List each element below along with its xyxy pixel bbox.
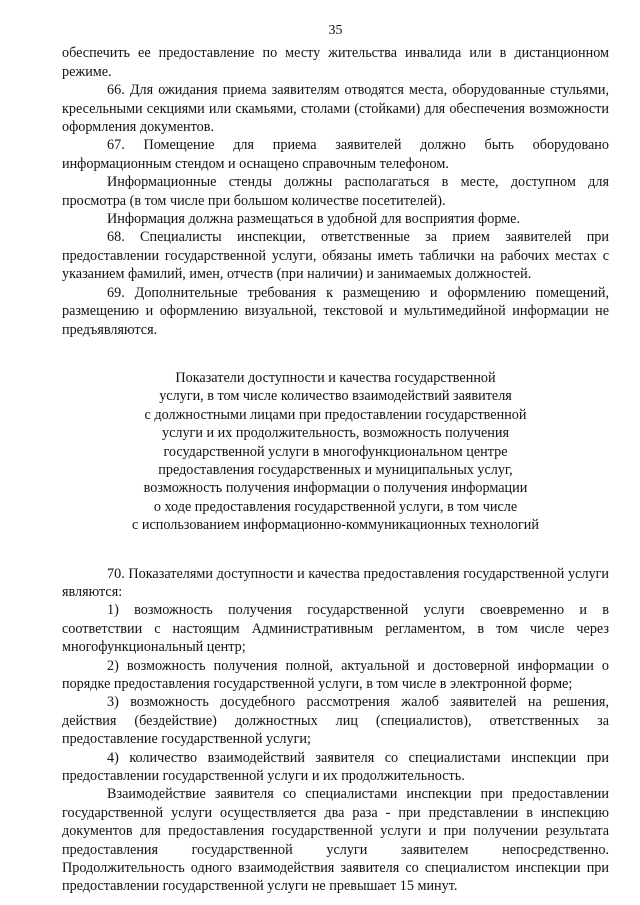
list-item-2: 2) возможность получения полной, актуальной и достоверной информации о порядке предоставления государственной услуги, в том числе в электронной форме;	[62, 657, 609, 692]
document-page	[62, 22, 609, 896]
paragraph-67: 67. Помещение для приема заявителей должно быть оборудовано информационным стендом и оснащено справочным телефоном.	[62, 137, 609, 172]
heading-line: о ходе предоставления государственной услуги, в том числе	[153, 498, 518, 515]
paragraph-continuation: обеспечить ее предоставление по месту жительства инвалида или в дистанционном режиме.	[62, 45, 609, 80]
list-item-3: 3) возможность досудебного рассмотрения жалоб заявителей на решения, действия (бездействие) должностных лиц (специалистов), ответственных за предоставление государственной услуги;	[62, 694, 609, 748]
heading-line: услуги и их продолжительность, возможность получения	[161, 425, 509, 442]
heading-line: предоставления государственных и муниципальных услуг,	[158, 461, 513, 478]
heading-line: Показатели доступности и качества государственной	[175, 369, 496, 386]
paragraph-70: 70. Показателями доступности и качества предоставления государственной услуги являются:	[62, 565, 609, 600]
paragraph-66: 66. Для ожидания приема заявителям отводятся места, оборудованные стульями, кресельными секциями или скамьями, столами (стойками) для обеспечения возможности оформления документов.	[62, 82, 609, 136]
paragraph-info-stands: Информационные стенды должны располагаться в месте, доступном для просмотра (в том числе при большом количестве посетителей).	[62, 174, 609, 209]
heading-line: возможность получения информации о получения информации	[143, 480, 528, 497]
paragraph-info-form: Информация должна размещаться в удобной для восприятия форме.	[107, 211, 521, 228]
paragraph-68: 68. Специалисты инспекции, ответственные за прием заявителей при предоставлении государственной услуги, обязаны иметь таблички на рабочих местах с указанием фамилий, имен, отчеств (при наличии) и занимаемых должностей.	[62, 229, 609, 283]
list-item-1: 1) возможность получения государственной услуги своевременно и в соответствии с настоящим Административным регламентом, в том числе через многофункциональный центр;	[62, 602, 609, 656]
section-heading	[62, 369, 609, 535]
list-item-4: 4) количество взаимодействий заявителя со специалистами инспекции при предоставлении государственной услуги и их продолжительность.	[62, 749, 609, 785]
page-number: 35	[328, 23, 343, 38]
paragraph-interaction: Взаимодействие заявителя со специалистами инспекции при предоставлении государственной услуги осуществляется два раза - при представлении в инспекцию документов для предоставления государственной услуги и при получении результата предоставления государственной услуги заявителем непосредственно. Продолжительность одного взаимодействия заявителя со специалистом инспекции при предоставлении государственной услуги не превышает 15 минут.	[62, 786, 609, 895]
heading-line: услуги, в том числе количество взаимодействий заявителя	[159, 388, 512, 405]
heading-line: государственной услуги в многофункциональном центре	[163, 443, 508, 460]
heading-line: с использованием информационно-коммуникационных технологий	[132, 517, 539, 534]
paragraph-69: 69. Дополнительные требования к размещению и оформлению помещений, размещению и оформлению визуальной, текстовой и мультимедийной информации не предъявляются.	[62, 284, 609, 338]
heading-line: с должностными лицами при предоставлении государственной	[144, 406, 527, 423]
